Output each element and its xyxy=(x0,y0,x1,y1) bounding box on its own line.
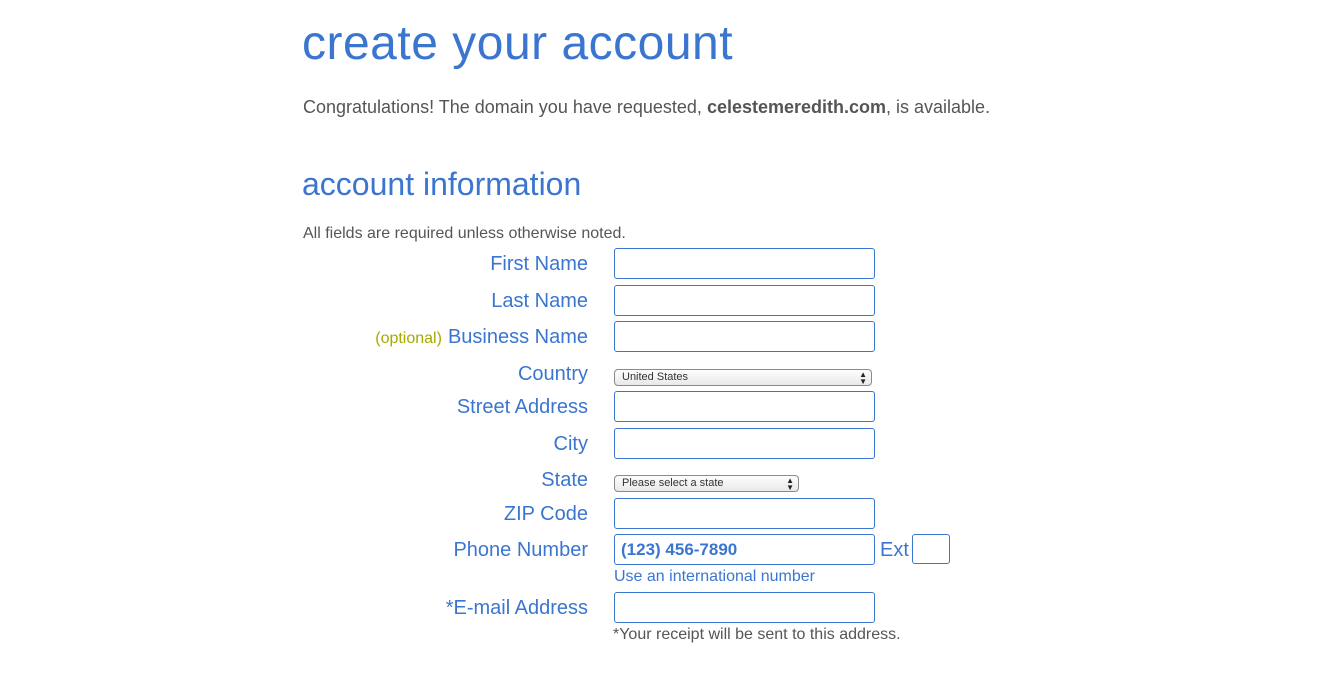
international-number-link[interactable]: Use an international number xyxy=(614,568,816,585)
last-name-field[interactable] xyxy=(614,285,875,316)
email-row xyxy=(0,592,1319,624)
congrats-prefix: Congratulations! The domain you have requested, xyxy=(303,97,707,117)
first-name-row xyxy=(0,248,1319,280)
country-label: Country xyxy=(517,363,588,385)
phone-ext-field[interactable] xyxy=(912,534,950,564)
phone-number-field[interactable] xyxy=(614,534,875,565)
business-name-label-group xyxy=(375,321,588,355)
state-row xyxy=(0,464,1319,496)
state-selected-value: Please select a state xyxy=(622,477,724,489)
street-address-field[interactable] xyxy=(614,391,875,422)
country-selected-value: United States xyxy=(622,371,689,383)
zip-code-label: ZIP Code xyxy=(503,503,588,525)
account-information-heading: account information xyxy=(302,166,582,202)
last-name-label: Last Name xyxy=(491,290,588,312)
receipt-note: *Your receipt will be sent to this address. xyxy=(613,626,901,643)
country-select[interactable] xyxy=(614,369,872,386)
first-name-field[interactable] xyxy=(614,248,875,279)
street-address-row xyxy=(0,391,1319,423)
street-address-label: Street Address xyxy=(456,396,588,418)
ext-label: Ext xyxy=(880,539,909,561)
country-row xyxy=(0,358,1319,390)
required-fields-note: All fields are required unless otherwise noted. xyxy=(303,225,626,242)
last-name-row xyxy=(0,285,1319,317)
business-name-field[interactable] xyxy=(614,321,875,352)
congrats-suffix: , is available. xyxy=(886,97,991,117)
email-label: *E-mail Address xyxy=(445,597,588,619)
city-label: City xyxy=(553,433,588,455)
first-name-label: First Name xyxy=(490,253,588,275)
zip-code-row xyxy=(0,498,1319,530)
phone-number-row xyxy=(0,534,1319,566)
state-label: State xyxy=(541,469,588,491)
city-field[interactable] xyxy=(614,428,875,459)
state-select[interactable] xyxy=(614,475,799,492)
phone-number-label: Phone Number xyxy=(453,539,588,561)
domain-availability-message xyxy=(303,95,990,119)
select-arrows-icon: ▲ ▼ xyxy=(859,369,867,386)
zip-code-field[interactable] xyxy=(614,498,875,529)
business-name-row xyxy=(0,321,1319,353)
business-name-label: Business Name xyxy=(447,326,588,348)
email-field[interactable] xyxy=(614,592,875,623)
city-row xyxy=(0,428,1319,460)
optional-tag: (optional) xyxy=(375,330,442,347)
requested-domain: celestemeredith.com xyxy=(706,97,887,117)
page-title: create your account xyxy=(302,17,734,70)
select-arrows-icon: ▲ ▼ xyxy=(786,475,794,492)
